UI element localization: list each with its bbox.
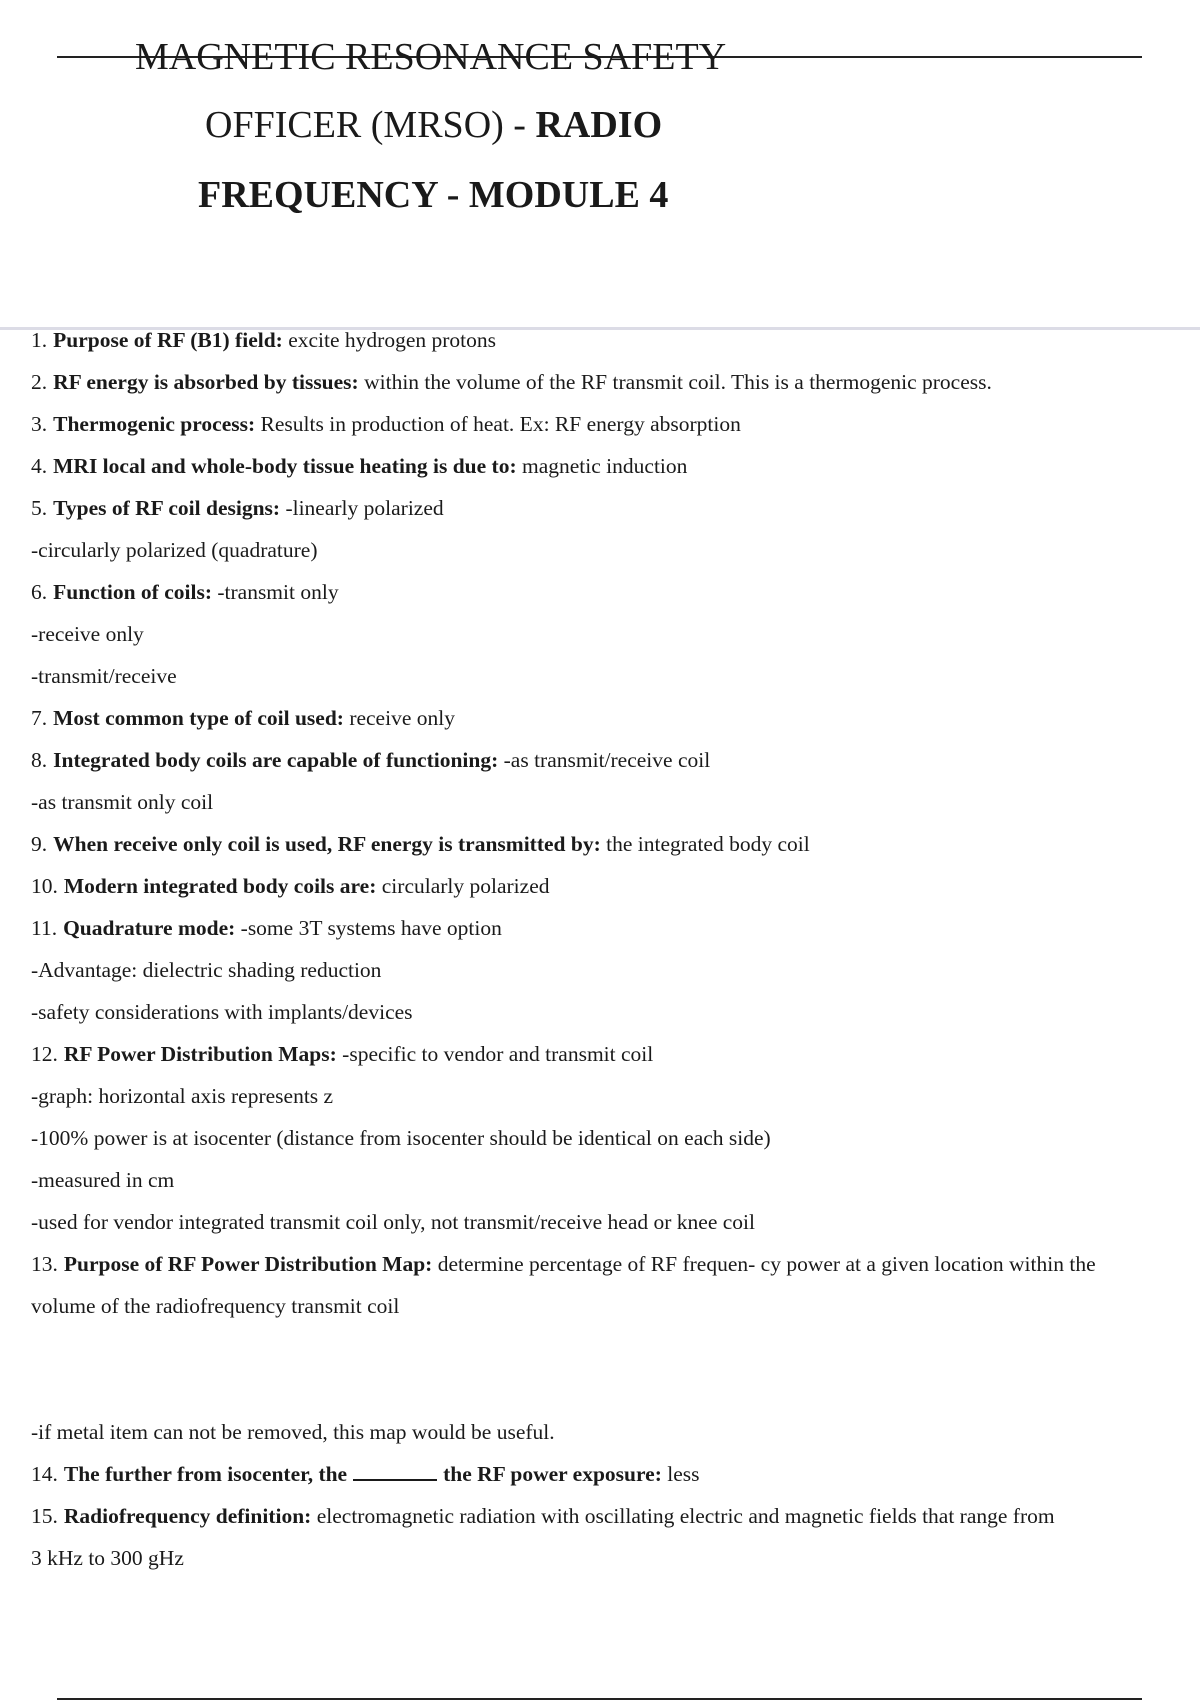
item-12-continuation: -used for vendor integrated transmit coil only, not transmit/receive head or knee coil: [31, 1210, 755, 1234]
item-term: Purpose of RF Power Distribution Map:: [63, 1252, 433, 1276]
item-number: 2.: [31, 370, 48, 394]
item-number: 5.: [31, 496, 48, 520]
item-2: [31, 367, 1200, 409]
item-8-continuation: -as transmit only coil: [31, 790, 214, 814]
item-definition: -linearly polarized: [280, 496, 444, 520]
title-line-1: MAGNETIC RESONANCE SAFETY: [135, 36, 727, 78]
item-number: 4.: [31, 454, 48, 478]
item-9: [31, 829, 1200, 871]
item-definition: Results in production of heat. Ex: RF energy absorption: [255, 412, 741, 436]
item-11-continuation: -Advantage: dielectric shading reduction: [31, 958, 382, 982]
item-term: MRI local and whole-body tissue heating is due to:: [53, 454, 517, 478]
item-11-continuation: -safety considerations with implants/devices: [31, 1000, 413, 1024]
item-term-part-a: The further from isocenter, the: [63, 1462, 348, 1486]
item-number: 12.: [31, 1042, 58, 1066]
item-number: 6.: [31, 580, 48, 604]
item-definition: -as transmit/receive coil: [498, 748, 711, 772]
item-definition: excite hydrogen protons: [282, 328, 496, 352]
item-term: RF Power Distribution Maps:: [63, 1042, 337, 1066]
item-term: Function of coils:: [53, 580, 212, 604]
item-6: [31, 577, 1200, 619]
item-definition: circularly polarized: [376, 874, 550, 898]
item-term: Quadrature mode:: [63, 916, 236, 940]
item-term: Integrated body coils are capable of functioning:: [53, 748, 499, 772]
title-line-3: [198, 176, 668, 214]
item-12-continuation: -graph: horizontal axis represents z: [31, 1084, 334, 1108]
item-number: 10.: [31, 874, 58, 898]
item-8: [31, 745, 1200, 787]
item-term: Modern integrated body coils are:: [63, 874, 377, 898]
item-6-continuation: -transmit/receive: [31, 664, 177, 688]
item-definition: -specific to vendor and transmit coil: [336, 1042, 654, 1066]
item-number: 13.: [31, 1252, 58, 1276]
item-number: 11.: [31, 916, 58, 940]
item-5: [31, 493, 1200, 535]
item-term: Thermogenic process:: [53, 412, 256, 436]
item-1: [31, 325, 1200, 367]
item-number: 14.: [31, 1462, 58, 1486]
item-7: [31, 703, 1200, 745]
flashcard-list: [31, 325, 1200, 1585]
item-definition: the integrated body coil: [600, 832, 810, 856]
item-10: [31, 871, 1200, 913]
item-6-continuation: -receive only: [31, 622, 144, 646]
item-term-part-b: the RF power exposure:: [443, 1462, 662, 1486]
item-definition: receive only: [343, 706, 455, 730]
item-5-continuation: -circularly polarized (quadrature): [31, 538, 318, 562]
item-term: Purpose of RF (B1) field:: [53, 328, 283, 352]
item-number: 8.: [31, 748, 48, 772]
item-14: [31, 1459, 1200, 1501]
item-definition: -transmit only: [211, 580, 339, 604]
item-number: 9.: [31, 832, 48, 856]
item-number: 1.: [31, 328, 48, 352]
item-number: 3.: [31, 412, 48, 436]
fill-in-blank: [353, 1459, 437, 1481]
item-number: 7.: [31, 706, 48, 730]
item-15-continuation: 3 kHz to 300 gHz: [31, 1546, 184, 1570]
item-12-continuation: -100% power is at isocenter (distance from isocenter should be identical on each side): [31, 1126, 771, 1150]
item-15: [31, 1501, 1200, 1543]
item-11: [31, 913, 1200, 955]
item-13-continuation: -if metal item can not be removed, this map would be useful.: [31, 1420, 555, 1444]
item-term: Radiofrequency definition:: [63, 1504, 312, 1528]
item-4: [31, 451, 1200, 493]
item-definition: -some 3T systems have option: [235, 916, 502, 940]
item-term: RF energy is absorbed by tissues:: [53, 370, 359, 394]
title-line-2-normal: OFFICER (MRSO) -: [205, 104, 536, 146]
item-definition: determine percentage of RF frequen- cy power at a given location within the: [432, 1252, 1096, 1276]
title-line-3-text: FREQUENCY - MODULE 4: [198, 174, 669, 216]
item-definition: magnetic induction: [516, 454, 688, 478]
item-13: [31, 1249, 1200, 1291]
item-term: Most common type of coil used:: [53, 706, 344, 730]
item-definition: electromagnetic radiation with oscillating electric and magnetic fields that range from: [311, 1504, 1055, 1528]
item-number: 15.: [31, 1504, 58, 1528]
title-line-2-bold: RADIO: [535, 104, 663, 146]
item-12: [31, 1039, 1200, 1081]
item-definition: within the volume of the RF transmit coil. This is a thermogenic process.: [358, 370, 992, 394]
title-line-2: [205, 106, 662, 144]
item-12-continuation: -measured in cm: [31, 1168, 175, 1192]
item-term: When receive only coil is used, RF energy is transmitted by:: [53, 832, 601, 856]
item-13-continuation: volume of the radiofrequency transmit coil: [31, 1294, 400, 1318]
item-term: Types of RF coil designs:: [53, 496, 281, 520]
item-3: [31, 409, 1200, 451]
item-definition: less: [661, 1462, 700, 1486]
